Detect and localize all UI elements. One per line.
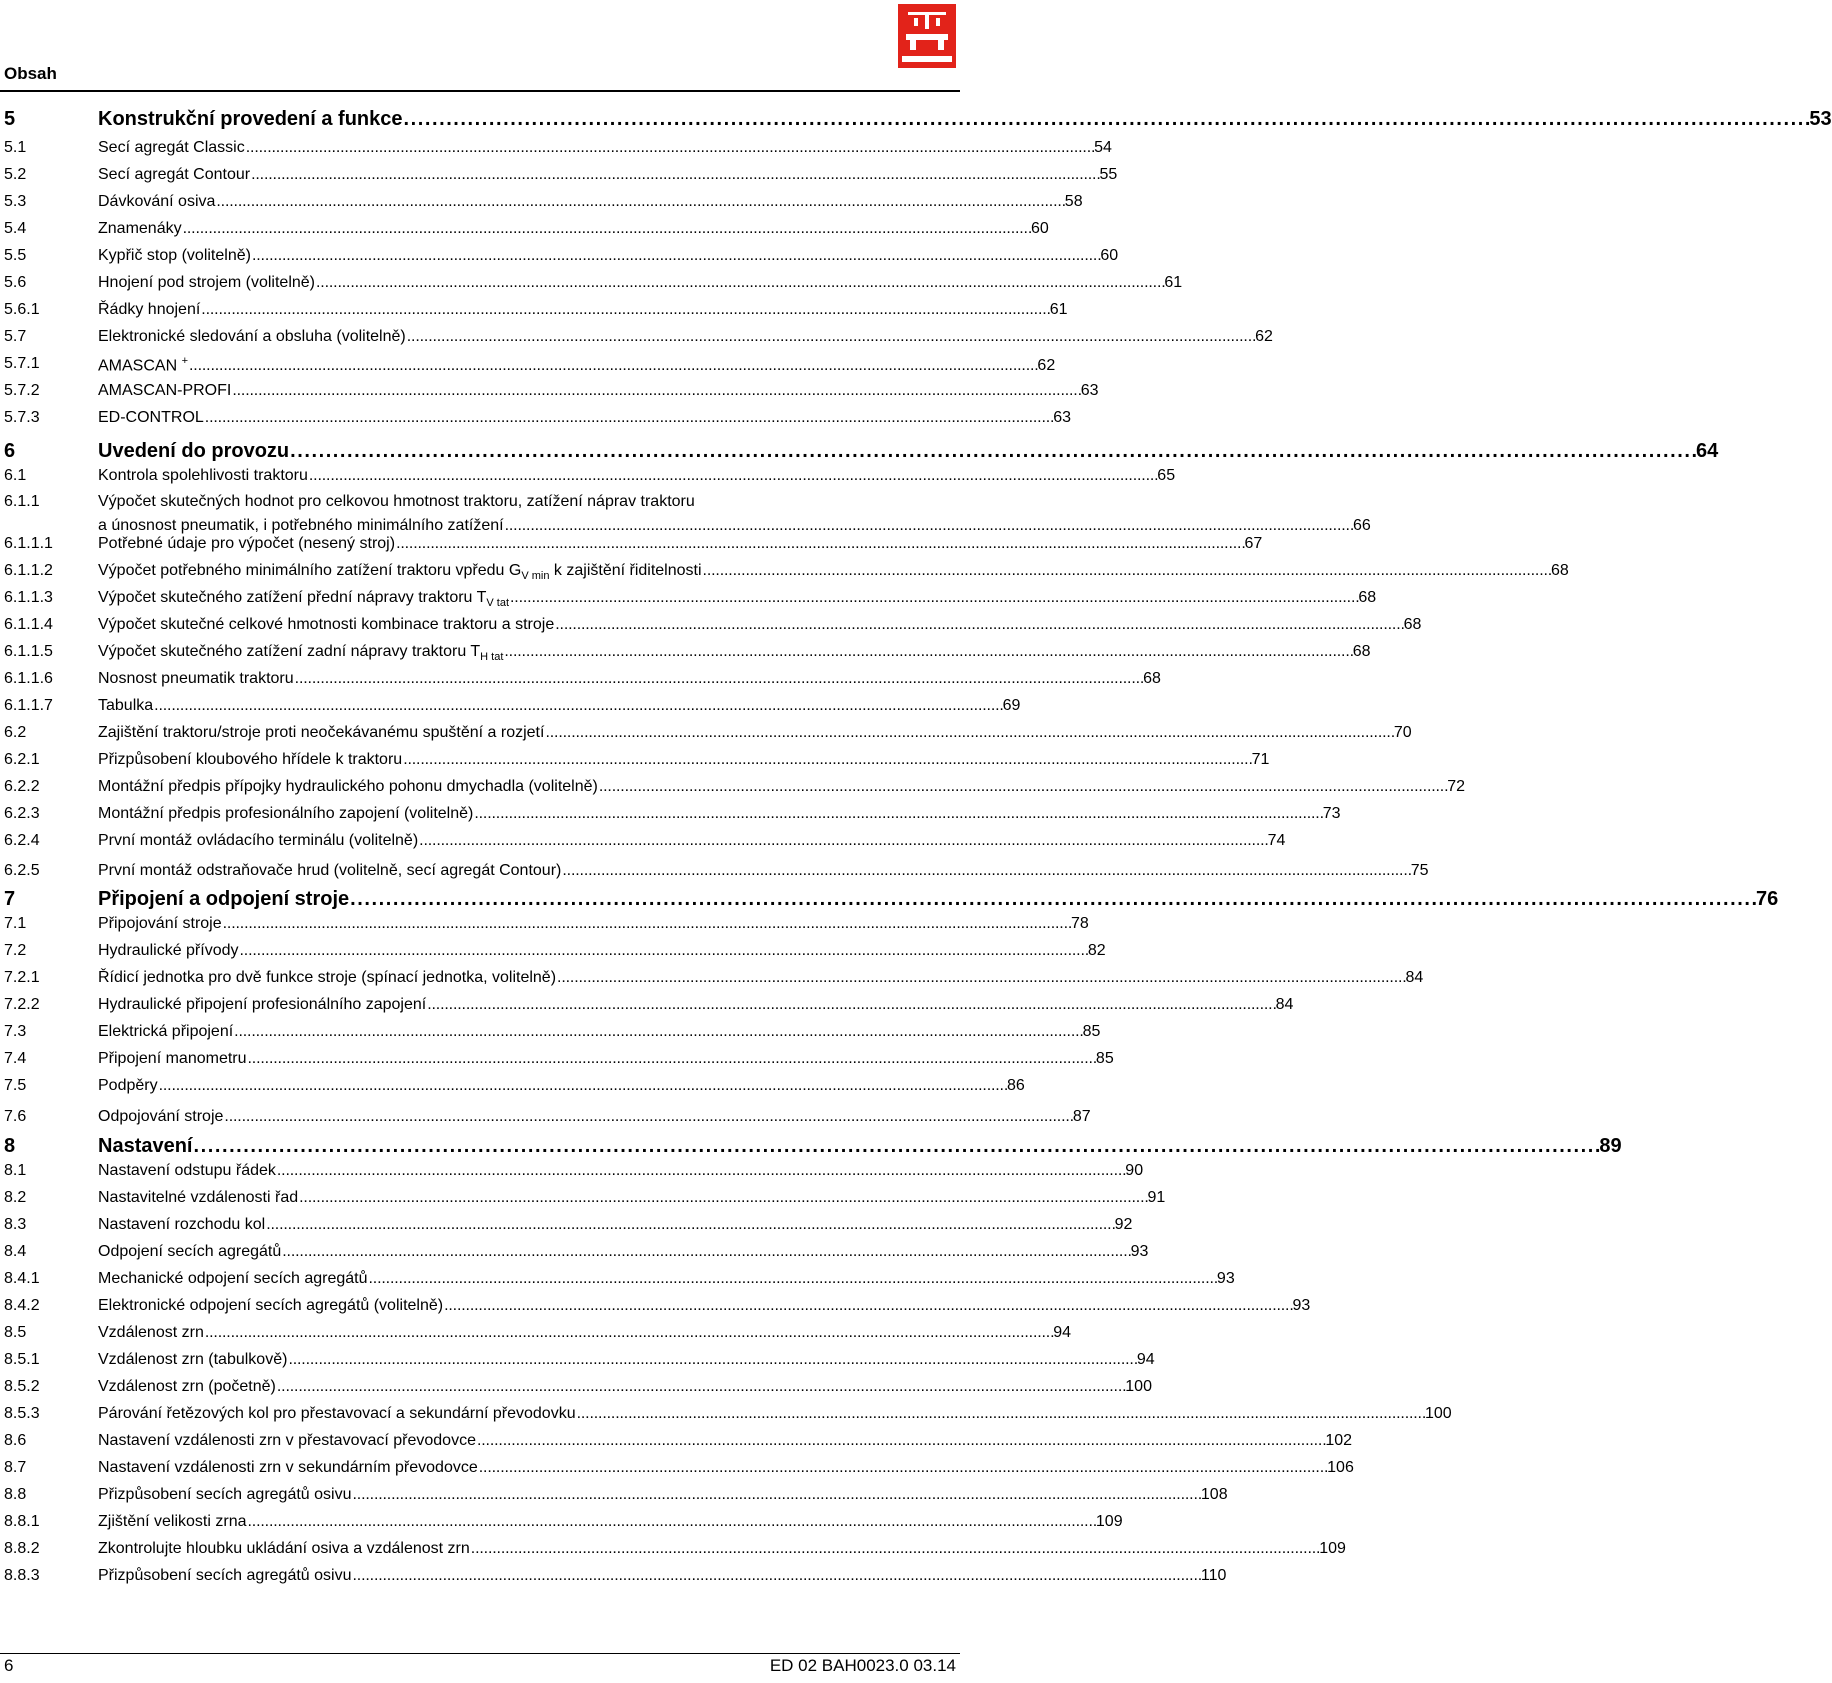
toc-dot-leader	[251, 166, 1098, 184]
toc-entry-page: 91	[1147, 1189, 1166, 1206]
toc-entry-title	[98, 166, 250, 184]
toc-entry-number: 8.4.2	[4, 1297, 40, 1314]
toc-dot-leader	[419, 832, 1266, 850]
toc-entry-title	[98, 670, 294, 688]
toc-entry-title-text: Uvedení do provozu	[98, 440, 290, 462]
section-label: Obsah	[4, 64, 57, 83]
toc-entry-page: 63	[1053, 409, 1071, 426]
toc-entry-title-text: Zjištění velikosti zrna	[98, 1513, 247, 1530]
toc-dot-leader	[205, 1324, 1052, 1342]
toc-dot-leader	[407, 328, 1254, 346]
toc-entry-page: 89	[1599, 1135, 1622, 1157]
toc-entry-title-text: ED-CONTROL	[98, 409, 204, 426]
toc-entry-page: 55	[1099, 166, 1118, 183]
toc-entry-page: 61	[1049, 301, 1068, 318]
toc-entry-number: 5.7.3	[4, 409, 40, 426]
toc-entry-number: 5.6	[4, 274, 27, 291]
toc-entry-title	[98, 1567, 351, 1585]
toc-entry-title	[98, 1351, 287, 1369]
toc-dot-leader	[352, 1486, 1199, 1504]
header-divider	[0, 90, 960, 92]
toc-entry-page: 68	[1358, 589, 1377, 606]
toc-entry-title	[98, 589, 509, 609]
toc-dot-leader	[189, 357, 1036, 375]
toc-entry-page: 85	[1095, 1050, 1114, 1067]
toc-entry-number: 8.8.3	[4, 1567, 40, 1584]
toc-dot-leader	[252, 247, 1099, 265]
toc-entry-page: 78	[1071, 915, 1089, 932]
toc-entry-title-text: Vzdálenost zrn (tabulkově)	[98, 1351, 288, 1368]
toc-dot-leader	[510, 589, 1357, 607]
toc-entry-number: 7.6	[4, 1108, 27, 1125]
toc-entry-title-text: Secí agregát Contour	[98, 166, 251, 183]
toc-dot-leader	[299, 1189, 1146, 1207]
toc-entry-title	[98, 1243, 281, 1261]
toc-entry-title	[98, 517, 504, 535]
toc-entry-title-text: Nosnost pneumatik traktoru	[98, 670, 294, 687]
toc-entry-title-text: Připojení a odpojení stroje	[98, 888, 350, 910]
toc-entry-title	[98, 1108, 223, 1126]
toc-entry-number: 7	[4, 888, 16, 910]
toc-entry-title	[98, 1459, 478, 1477]
toc-entry-title	[98, 805, 473, 823]
toc-entry-number: 7.2.2	[4, 996, 40, 1013]
toc-entry-page: 92	[1114, 1216, 1133, 1233]
toc-entry-number: 5.4	[4, 220, 27, 237]
toc-dot-leader	[477, 1432, 1324, 1450]
toc-entry-title-text: Vzdálenost zrn (početně)	[98, 1378, 276, 1395]
toc-entry-page: 100	[1125, 1378, 1152, 1395]
toc-entry-title-text: Nastavitelné vzdálenosti řad	[98, 1189, 299, 1206]
toc-entry-page: 65	[1157, 467, 1176, 484]
toc-entry-page: 102	[1325, 1432, 1353, 1449]
toc-entry-number: 6.1.1.2	[4, 562, 53, 579]
toc-entry-number: 8.6	[4, 1432, 27, 1449]
toc-dot-leader	[266, 1216, 1113, 1234]
toc-entry-page: 60	[1031, 220, 1049, 237]
toc-dot-leader	[183, 220, 1030, 238]
toc-entry-number: 6.1.1.4	[4, 616, 53, 633]
toc-dot-leader	[444, 1297, 1291, 1315]
toc-dot-leader	[479, 1459, 1326, 1477]
toc-entry-title-text: Nastavení rozchodu kol	[98, 1216, 266, 1233]
toc-entry-title	[98, 247, 251, 265]
toc-entry-title-text: Hydraulické přívody	[98, 942, 239, 959]
toc-entry-title	[98, 643, 503, 663]
toc-dot-leader	[562, 862, 1409, 880]
toc-entry-title-text: Nastavení odstupu řádek	[98, 1162, 276, 1179]
toc-entry-title	[98, 697, 153, 715]
toc-dot-leader	[599, 778, 1446, 796]
toc-entry-title	[98, 1324, 204, 1342]
toc-dot-leader	[474, 805, 1321, 823]
toc-dot-leader	[216, 193, 1063, 211]
toc-entry-title-text: Znamenáky	[98, 220, 182, 237]
toc-entry-title	[98, 301, 200, 319]
toc-entry-page: 67	[1244, 535, 1263, 552]
toc-entry-page: 86	[1007, 1077, 1025, 1094]
toc-entry-number: 6.2.3	[4, 805, 40, 822]
toc-entry-title	[98, 862, 561, 880]
toc-entry-title-text: Montážní předpis přípojky hydraulického pohonu dmychadla (volitelně)	[98, 778, 598, 795]
toc-entry-title	[98, 1486, 351, 1504]
toc-entry-number: 7.2	[4, 942, 27, 959]
toc-dot-leader	[246, 139, 1093, 157]
toc-entry-title	[98, 382, 231, 400]
toc-entry-title	[98, 562, 702, 582]
toc-dot-leader	[396, 535, 1243, 553]
toc-dot-leader	[290, 440, 1695, 463]
toc-entry-number: 8.8.2	[4, 1540, 40, 1557]
toc-entry-title-text: Tabulka	[98, 697, 154, 714]
toc-entry-title-text: Výpočet skutečného zatížení zadní nápravy traktoru T	[98, 643, 481, 660]
toc-entry-number: 6.2	[4, 724, 27, 741]
toc-entry-title	[98, 1135, 193, 1158]
toc-entry-title	[98, 832, 418, 850]
toc-entry-title-text: První montáž odstraňovače hrud (volitelně, secí agregát Contour)	[98, 862, 562, 879]
toc-entry-page: 84	[1275, 996, 1294, 1013]
toc-entry-title	[98, 1050, 247, 1068]
toc-dot-leader	[232, 382, 1079, 400]
toc-entry-title-text: Přizpůsobení kloubového hřídele k traktoru	[98, 751, 403, 768]
toc-entry-title-text: První montáž ovládacího terminálu (volitelně)	[98, 832, 419, 849]
toc-entry-number: 5.1	[4, 139, 27, 156]
toc-entry-number: 6.1.1	[4, 493, 40, 510]
toc-dot-leader	[427, 996, 1274, 1014]
toc-entry-title	[98, 915, 222, 933]
toc-entry-title-text: Připojení manometru	[98, 1050, 247, 1067]
toc-entry-page: 90	[1125, 1162, 1144, 1179]
toc-entry-number: 5.7	[4, 328, 27, 345]
toc-entry-number: 8.7	[4, 1459, 27, 1476]
toc-entry-title	[98, 1378, 276, 1396]
toc-entry-page: 61	[1164, 274, 1183, 291]
toc-entry-page: 68	[1352, 643, 1371, 660]
toc-entry-title-text: Vzdálenost zrn	[98, 1324, 204, 1341]
toc-entry-title	[98, 1189, 298, 1207]
toc-entry-title-text: Odpojení secích agregátů	[98, 1243, 282, 1260]
toc-entry-title	[98, 440, 289, 463]
toc-entry-title-text: a únosnost pneumatik, i potřebného minimálního zatížení	[98, 517, 504, 534]
toc-dot-leader	[545, 724, 1392, 742]
toc-dot-leader	[234, 1023, 1081, 1041]
toc-entry-number: 8.5.1	[4, 1351, 40, 1368]
toc-entry-title-text: Řádky hnojení	[98, 301, 201, 318]
toc-entry-title-line: Výpočet skutečných hodnot pro celkovou hmotnost traktoru, zatížení náprav traktoru	[98, 493, 695, 510]
toc-entry-page: 93	[1130, 1243, 1149, 1260]
toc-entry-page: 66	[1352, 517, 1371, 534]
toc-entry-title-text: Kypřič stop (volitelně)	[98, 247, 251, 264]
toc-entry-title-text: Nastavení	[98, 1135, 193, 1157]
toc-dot-leader	[404, 108, 1809, 131]
toc-entry-number: 6.2.5	[4, 862, 40, 879]
toc-entry-page: 75	[1410, 862, 1429, 879]
toc-entry-title	[98, 220, 182, 238]
toc-dot-leader	[223, 915, 1070, 933]
toc-entry-number: 8.4	[4, 1243, 27, 1260]
toc-entry-number: 8.4.1	[4, 1270, 40, 1287]
toc-entry-title	[98, 108, 403, 131]
toc-entry-number: 8.5	[4, 1324, 27, 1341]
toc-entry-page: 93	[1292, 1297, 1311, 1314]
toc-dot-leader	[471, 1540, 1318, 1558]
toc-entry-title	[98, 1432, 476, 1450]
toc-entry-title-text: Přizpůsobení secích agregátů osivu	[98, 1486, 352, 1503]
toc-entry-number: 8.3	[4, 1216, 27, 1233]
toc-entry-title	[98, 1270, 368, 1288]
toc-dot-leader	[309, 467, 1156, 485]
toc-entry-page: 76	[1756, 888, 1779, 910]
toc-entry-number: 5.7.2	[4, 382, 40, 399]
toc-entry-number: 5.7.1	[4, 355, 40, 372]
toc-dot-leader	[403, 751, 1250, 769]
toc-entry-page: 54	[1094, 139, 1112, 156]
toc-entry-title-text: Podpěry	[98, 1077, 158, 1094]
toc-entry-page: 74	[1267, 832, 1286, 849]
toc-entry-title	[98, 1540, 470, 1558]
toc-dot-leader	[577, 1405, 1424, 1423]
toc-entry-page: 108	[1200, 1486, 1228, 1503]
toc-entry-page: 100	[1425, 1405, 1452, 1422]
toc-dot-leader	[295, 670, 1142, 688]
toc-dot-leader	[316, 274, 1163, 292]
toc-entry-title-text: Zajištění traktoru/stroje proti neočekávanému spuštění a rozjetí	[98, 724, 545, 741]
toc-entry-title-text: Elektronické sledování a obsluha (volitelně)	[98, 328, 406, 345]
toc-entry-title-text: Konstrukční provedení a funkce	[98, 108, 403, 130]
toc-entry-title	[98, 355, 188, 375]
toc-entry-page: 53	[1809, 108, 1832, 130]
toc-dot-leader	[159, 1077, 1006, 1095]
toc-entry-title	[98, 328, 406, 346]
toc-entry-page: 69	[1002, 697, 1021, 714]
toc-entry-number: 6.1.1.3	[4, 589, 53, 606]
toc-entry-page: 73	[1322, 805, 1341, 822]
toc-dot-leader	[504, 643, 1351, 661]
toc-entry-title-text: Secí agregát Classic	[98, 139, 245, 156]
toc-entry-title	[98, 139, 245, 157]
toc-entry-title	[98, 751, 402, 769]
toc-entry-title-text: AMASCAN	[98, 357, 178, 375]
toc-entry-title-text: Řídicí jednotka pro dvě funkce stroje (spínací jednotka, volitelně)	[98, 969, 557, 986]
toc-dot-leader	[201, 301, 1048, 319]
toc-entry-page: 82	[1087, 942, 1106, 959]
toc-entry-number: 5.3	[4, 193, 27, 210]
toc-entry-title	[98, 724, 544, 742]
toc-dot-leader	[350, 888, 1755, 911]
toc-entry-title-text: Mechanické odpojení secích agregátů	[98, 1270, 368, 1287]
toc-entry-number: 6.1.1.6	[4, 670, 53, 687]
toc-entry-title	[98, 969, 556, 987]
toc-entry-number: 7.1	[4, 915, 27, 932]
toc-entry-subscript: V min	[521, 570, 550, 583]
toc-entry-title-text: Potřebné údaje pro výpočet (nesený stroj)	[98, 535, 396, 552]
toc-entry-title-text: Kontrola spolehlivosti traktoru	[98, 467, 308, 484]
toc-entry-page: 58	[1064, 193, 1083, 210]
toc-entry-title-text: Dávkování osiva	[98, 193, 216, 210]
toc-entry-title-text: Hnojení pod strojem (volitelně)	[98, 274, 315, 291]
toc-entry-page: 64	[1696, 440, 1719, 462]
toc-entry-page: 63	[1080, 382, 1099, 399]
toc-entry-title-text: Přizpůsobení secích agregátů osivu	[98, 1567, 352, 1584]
toc-entry-title-text: Hydraulické připojení profesionálního zapojení	[98, 996, 427, 1013]
toc-entry-number: 6.1	[4, 467, 27, 484]
toc-entry-page: 109	[1095, 1513, 1123, 1530]
toc-dot-leader	[557, 969, 1404, 987]
toc-entry-title-text: Elektrická připojení	[98, 1023, 234, 1040]
toc-dot-leader	[369, 1270, 1216, 1288]
toc-dot-leader	[282, 1243, 1129, 1261]
toc-entry-title-text: Párování řetězových kol pro přestavovací a sekundární převodovku	[98, 1405, 576, 1422]
toc-entry-number: 7.3	[4, 1023, 27, 1040]
toc-entry-title	[98, 535, 395, 553]
toc-entry-title	[98, 942, 239, 960]
toc-entry-number: 8	[4, 1135, 16, 1157]
toc-entry-title-text: Výpočet skutečného zatížení přední nápravy traktoru T	[98, 589, 487, 606]
toc-dot-leader	[277, 1378, 1124, 1396]
toc-entry-title	[98, 467, 308, 485]
toc-entry-page: 68	[1403, 616, 1422, 633]
toc-entry-number: 8.5.2	[4, 1378, 40, 1395]
toc-entry-subscript: H tat	[480, 651, 504, 664]
toc-entry-title	[98, 1216, 265, 1234]
toc-entry-number: 6.1.1.5	[4, 643, 53, 660]
toc-dot-leader	[224, 1108, 1071, 1126]
toc-entry-subscript: V tat	[486, 597, 509, 610]
amazone-logo	[898, 4, 956, 68]
toc-entry-number: 8.1	[4, 1162, 27, 1179]
toc-entry-number: 7.4	[4, 1050, 27, 1067]
toc-dot-leader	[555, 616, 1402, 634]
toc-entry-page: 93	[1216, 1270, 1235, 1287]
toc-dot-leader	[154, 697, 1001, 715]
toc-entry-page: 62	[1255, 328, 1273, 345]
amazone-logo-icon	[898, 4, 956, 68]
toc-dot-leader	[248, 1513, 1095, 1531]
toc-entry-title	[98, 1513, 247, 1531]
toc-entry-title	[98, 888, 349, 911]
toc-entry-number: 5.5	[4, 247, 27, 264]
toc-entry-title-text: AMASCAN-PROFI	[98, 382, 232, 399]
toc-entry-number: 6.1.1.1	[4, 535, 53, 552]
toc-entry-title	[98, 1297, 443, 1315]
toc-entry-page: 72	[1447, 778, 1466, 795]
toc-entry-page: 106	[1327, 1459, 1354, 1476]
toc-dot-leader	[703, 562, 1550, 580]
toc-dot-leader	[277, 1162, 1124, 1180]
toc-dot-leader	[240, 942, 1087, 960]
toc-entry-title-suffix: k zajištění řiditelnosti	[549, 562, 702, 579]
toc-entry-title	[98, 1162, 276, 1180]
toc-entry-page: 94	[1053, 1324, 1072, 1341]
toc-dot-leader	[194, 1135, 1599, 1158]
toc-entry-title	[98, 274, 315, 292]
toc-entry-number: 5.2	[4, 166, 27, 183]
toc-entry-number: 8.8	[4, 1486, 27, 1503]
toc-entry-page: 70	[1393, 724, 1412, 741]
toc-entry-title-text: Připojování stroje	[98, 915, 222, 932]
toc-entry-number: 5	[4, 108, 16, 130]
toc-entry-page: 62	[1037, 357, 1056, 375]
toc-entry-title	[98, 1077, 158, 1095]
toc-entry-number: 7.5	[4, 1077, 27, 1094]
toc-entry-number: 6	[4, 440, 16, 462]
toc-entry-number: 6.2.1	[4, 751, 40, 768]
toc-entry-number: 8.2	[4, 1189, 27, 1206]
toc-entry-title-text: Nastavení vzdálenosti zrn v sekundárním převodovce	[98, 1459, 478, 1476]
toc-entry-page: 87	[1072, 1108, 1091, 1125]
footer-divider	[0, 1653, 960, 1654]
toc-entry-number: 8.5.3	[4, 1405, 40, 1422]
toc-entry-title-text: Výpočet skutečné celkové hmotnosti kombinace traktoru a stroje	[98, 616, 555, 633]
toc-entry-title-text: Výpočet potřebného minimálního zatížení traktoru vpředu G	[98, 562, 522, 579]
toc-dot-leader	[248, 1050, 1095, 1068]
toc-entry-title	[98, 193, 215, 211]
toc-entry-number: 8.8.1	[4, 1513, 40, 1530]
toc-entry-title	[98, 616, 554, 634]
toc-dot-leader	[205, 409, 1052, 427]
toc-dot-leader	[352, 1567, 1199, 1585]
toc-entry-number: 5.6.1	[4, 301, 40, 318]
toc-entry-page: 109	[1319, 1540, 1346, 1557]
toc-entry-title-text: Nastavení vzdálenosti zrn v přestavovací převodovce	[98, 1432, 476, 1449]
toc-entry-page: 68	[1143, 670, 1161, 687]
toc-entry-title-text: Odpojování stroje	[98, 1108, 224, 1125]
toc-entry-title	[98, 409, 204, 427]
toc-entry-page: 71	[1251, 751, 1270, 768]
toc-entry-title	[98, 1023, 233, 1041]
toc-entry-title	[98, 1405, 576, 1423]
toc-entry-page: 84	[1405, 969, 1424, 986]
toc-entry-page: 94	[1136, 1351, 1155, 1368]
toc-entry-number: 6.2.2	[4, 778, 40, 795]
toc-entry-title-text: Montážní předpis profesionálního zapojení (volitelně)	[98, 805, 474, 822]
toc-entry-page: 60	[1100, 247, 1119, 264]
toc-entry-superscript: +	[181, 355, 189, 367]
document-code: ED 02 BAH0023.0 03.14	[769, 1656, 956, 1675]
toc-entry-number: 7.2.1	[4, 969, 40, 986]
toc-entry-title	[98, 778, 598, 796]
page-number: 6	[4, 1656, 14, 1675]
toc-entry-title	[98, 996, 426, 1014]
toc-entry-page: 85	[1082, 1023, 1101, 1040]
toc-dot-leader	[505, 517, 1352, 535]
toc-entry-title-text: Elektronické odpojení secích agregátů (volitelně)	[98, 1297, 444, 1314]
toc-entry-page: 110	[1200, 1567, 1227, 1584]
toc-entry-number: 6.2.4	[4, 832, 40, 849]
toc-dot-leader	[288, 1351, 1135, 1369]
toc-entry-title-text: Zkontrolujte hloubku ukládání osiva a vzdálenost zrn	[98, 1540, 470, 1557]
toc-entry-number: 6.1.1.7	[4, 697, 53, 714]
toc-entry-page: 68	[1550, 562, 1569, 579]
